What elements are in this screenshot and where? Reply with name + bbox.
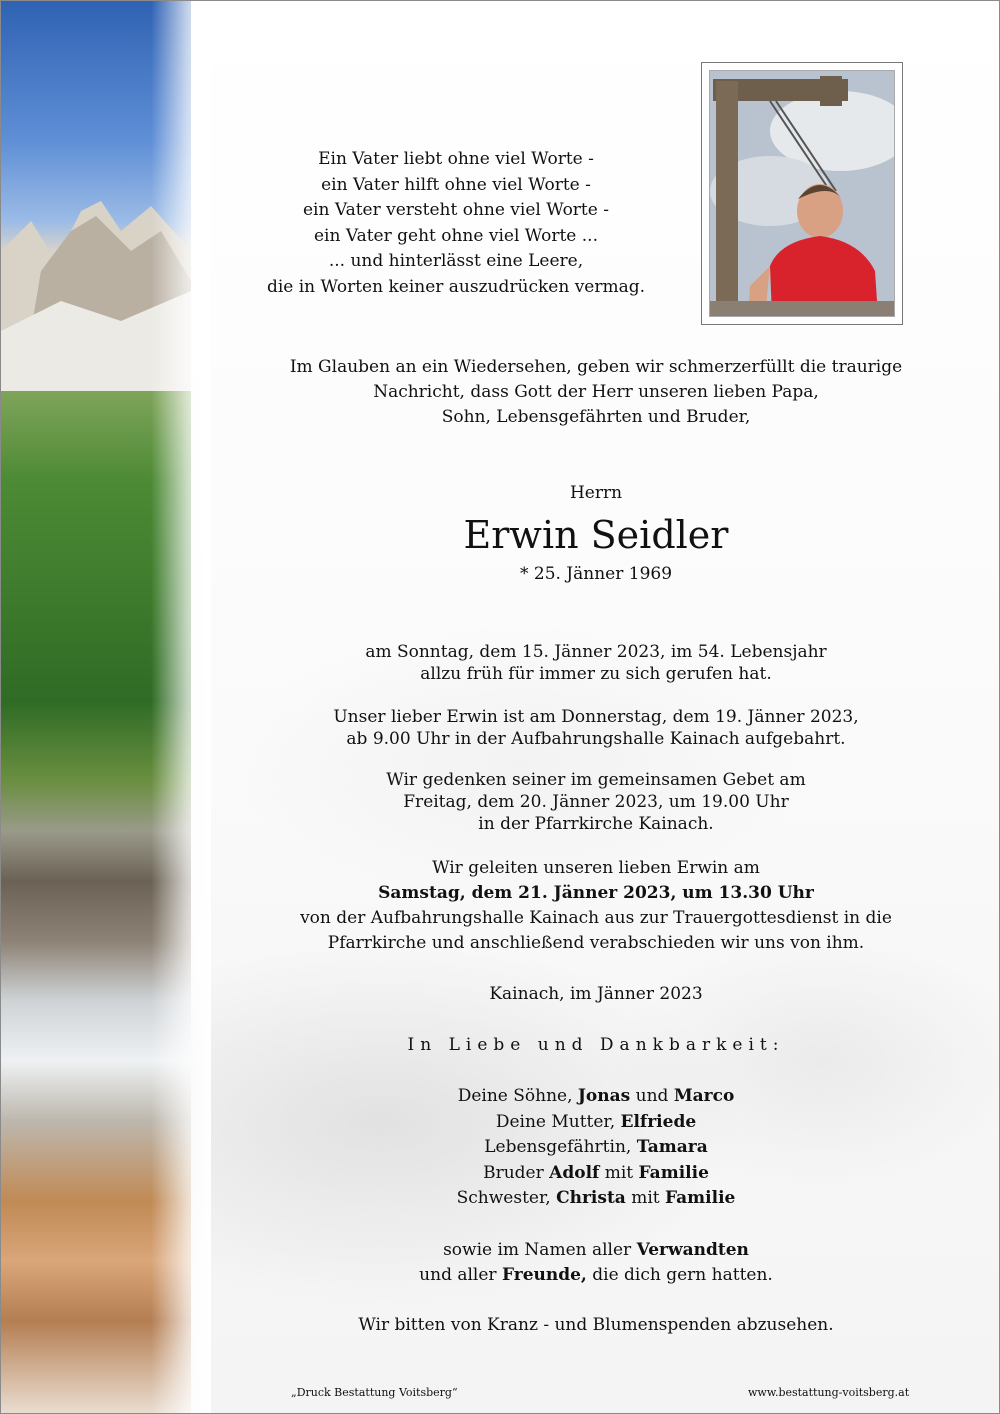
- viewing-notice: [271, 706, 921, 750]
- intro-line: Nachricht, dass Gott der Herr unseren lieben Papa,: [373, 382, 819, 402]
- mourner-line: [271, 1161, 921, 1187]
- relatives-bold: Freunde,: [501, 1265, 587, 1285]
- death-line: allzu früh für immer zu sich gerufen hat.: [420, 664, 772, 684]
- mourner-text: Schwester,: [456, 1188, 557, 1208]
- relatives-text: sowie im Namen aller: [443, 1240, 637, 1260]
- relatives-bold: Verwandten: [636, 1240, 749, 1260]
- intro-line: Im Glauben an ein Wiedersehen, geben wir schmerzerfüllt die traurige: [289, 357, 903, 377]
- mourner-line: [271, 1135, 921, 1161]
- mourner-text: Deine Mutter,: [495, 1111, 621, 1132]
- mourner-text: mit: [599, 1162, 639, 1183]
- poem-line: ein Vater geht ohne viel Worte ...: [314, 225, 598, 246]
- funeral-notice: [271, 856, 921, 956]
- relatives-text: und aller: [419, 1265, 502, 1285]
- portrait-frame: [701, 62, 903, 325]
- intro-line: Sohn, Lebensgefährten und Bruder,: [441, 407, 751, 427]
- donation-request: Wir bitten von Kranz - und Blumenspenden abzusehen.: [358, 1315, 834, 1335]
- mourner-name: Tamara: [636, 1137, 708, 1157]
- poem-line: ein Vater hilft ohne viel Worte -: [321, 174, 591, 195]
- poem-line: ... und hinterlässt eine Leere,: [328, 251, 584, 272]
- relatives-line: [271, 1263, 921, 1288]
- printer-credit: „Druck Bestattung Voitsberg“: [291, 1386, 458, 1399]
- salutation: Herrn: [569, 483, 623, 503]
- mourner-name: Marco: [673, 1086, 735, 1106]
- relatives-note: [271, 1238, 921, 1288]
- place-date: Kainach, im Jänner 2023: [489, 984, 703, 1004]
- mourner-text: und: [630, 1086, 674, 1106]
- mourner-name: Adolf: [549, 1162, 600, 1183]
- mourner-line: [271, 1186, 921, 1212]
- mourners-list: [271, 1084, 921, 1212]
- death-notice: [271, 641, 921, 685]
- poem: [231, 147, 681, 301]
- death-line: am Sonntag, dem 15. Jänner 2023, im 54. Lebensjahr: [365, 642, 827, 662]
- closing-heading: In Liebe und Dankbarkeit:: [407, 1035, 785, 1055]
- mourner-name: Christa: [556, 1188, 626, 1208]
- mourner-line: [271, 1084, 921, 1110]
- prayer-notice: [271, 769, 921, 835]
- birth-date: * 25. Jänner 1969: [519, 564, 673, 584]
- mourner-text: Bruder: [483, 1162, 550, 1183]
- funeral-line: von der Aufbahrungshalle Kainach aus zur Trauergottesdienst in die: [300, 908, 892, 928]
- mourner-name: Elfriede: [620, 1111, 697, 1132]
- mourner-line: [271, 1110, 921, 1136]
- poem-line: ein Vater versteht ohne viel Worte -: [303, 200, 609, 221]
- relatives-line: [271, 1238, 921, 1263]
- portrait-photo: [709, 70, 895, 317]
- mourner-name: Familie: [638, 1162, 709, 1183]
- prayer-line: in der Pfarrkirche Kainach.: [478, 814, 714, 834]
- poem-line: Ein Vater liebt ohne viel Worte -: [318, 149, 594, 169]
- mourner-text: mit: [625, 1188, 666, 1208]
- portrait-illustration: [710, 71, 894, 316]
- prayer-line: Freitag, dem 20. Jänner 2023, um 19.00 Uhr: [403, 792, 789, 812]
- relatives-text: die dich gern hatten.: [586, 1265, 773, 1285]
- funeral-line: Pfarrkirche und anschließend verabschieden wir uns von ihm.: [327, 933, 865, 953]
- strip-fade-overlay: [151, 1, 211, 1413]
- poem-line: die in Worten keiner auszudrücken vermag.: [266, 276, 646, 297]
- mourner-text: Deine Söhne,: [457, 1086, 578, 1106]
- viewing-line: ab 9.00 Uhr in der Aufbahrungshalle Kainach aufgebahrt.: [346, 729, 846, 749]
- funeral-line: Wir geleiten unseren lieben Erwin am: [432, 858, 760, 878]
- viewing-line: Unser lieber Erwin ist am Donnerstag, dem 19. Jänner 2023,: [333, 707, 859, 727]
- funeral-date-line: Samstag, dem 21. Jänner 2023, um 13.30 Uhr: [378, 883, 814, 903]
- mourner-name: Familie: [665, 1188, 736, 1208]
- website-link[interactable]: www.bestattung-voitsberg.at: [748, 1386, 910, 1399]
- mourner-name: Jonas: [577, 1086, 631, 1106]
- mourner-text: Lebensgefährtin,: [484, 1137, 637, 1157]
- intro-text: [246, 355, 946, 430]
- deceased-name: Erwin Seidler: [463, 513, 729, 557]
- prayer-line: Wir gedenken seiner im gemeinsamen Gebet am: [386, 770, 806, 790]
